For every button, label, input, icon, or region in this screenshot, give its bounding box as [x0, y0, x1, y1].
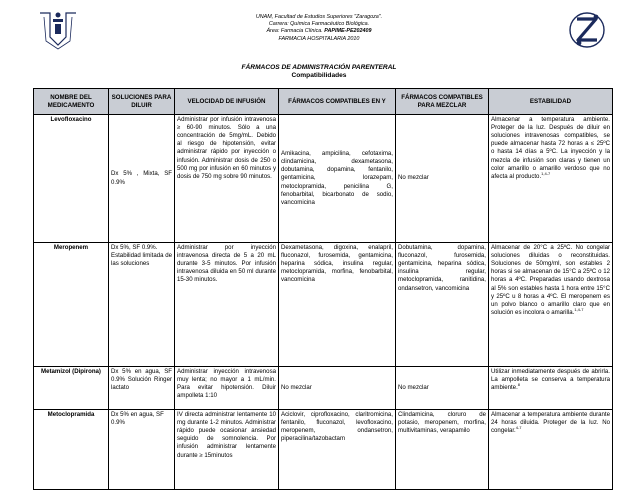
stability-text: Almacenar a temperatura ambiente. Proteger de la luz. Después de diluir en soluciones intravenosas compatibles, se puede almacenar hasta 72 horas a ≤ 25ºC o hasta 14 días a 5ºC. La inyección y la mezcla de infusión son claras y tienen un color amarillo o amarillo verdoso que no afecta al producto.: [491, 115, 610, 180]
table-row: [34, 367, 613, 410]
solutions-cell: Dx 5%, SF 0.9%. Estabilidad limitada de las soluciones: [109, 243, 175, 367]
header-infusion-velocity: VELOCIDAD DE INFUSIÓN: [175, 89, 279, 115]
drug-name: Levofloxacino: [34, 115, 109, 243]
table-header-row: [34, 89, 613, 115]
compatible-mix-cell: Dobutamina, dopamina, fluconazol, furosemida, gentamicina, heparina sódica, insulina regular, metoclopramida, ranitidina, ondansetron, vancomicina: [396, 243, 489, 367]
drug-name: Metoclopramida: [34, 410, 109, 490]
stability-cell: [489, 367, 613, 410]
stability-cell: [489, 115, 613, 243]
stability-cell: [489, 410, 613, 490]
solutions-cell: Dx 5% , Mixta, SF 0.9%: [109, 115, 175, 243]
compatible-mix-cell: Clindamicina, cloruro de potasio, meropenem, morfina, multivitaminas, verapamilo: [396, 410, 489, 490]
table-row: [34, 243, 613, 367]
compatible-y-cell: Aciclovir, ciprofloxacino, claritromicina, fentanilo, fluconazol, levofloxacino, meropenem, ondansetron, piperacilina/tazobactam: [279, 410, 396, 490]
velocity-cell: Administrar por inyección intravenosa directa de 5 a 20 mL durante 3-5 minutos. Por infusión intravenosa diluida en 50 ml durante 15-30 minutos.: [175, 243, 279, 367]
reference-marker: 1,4-7: [574, 307, 584, 313]
header-project-code: PAPIME-PE202409: [324, 28, 372, 35]
header-solutions: SOLUCIONES PARA DILUIR: [109, 89, 175, 115]
header-compatible-y: FÁRMACOS COMPATIBLES EN Y: [279, 89, 396, 115]
title-sub: Compatibilidades: [291, 72, 347, 79]
solutions-cell: Dx 5% en agua, SF 0.9%: [109, 410, 175, 490]
compatible-y-cell: No mezclar: [279, 367, 396, 410]
drug-name: Meropenem: [34, 243, 109, 367]
compatible-y-cell: Amikacina, ampicilina, cefotaxima, clindamicina, dexametasona, dobutamina, dopamina, fentanilo, gentamicina, lorazepam, metoclopramida, penicilina G, fenobarbital, bicarbonato de sodio, vancomicina: [279, 115, 396, 243]
header-area: [0, 28, 638, 35]
stability-text: Almacenar a temperatura ambiente durante 24 horas diluida. Proteger de la luz. No congelar.: [491, 410, 610, 434]
header-area-label: Área: Farmacia Clínica.: [266, 28, 323, 35]
stability-cell: [489, 243, 613, 367]
header-drug-name: NOMBRE DEL MEDICAMENTO: [34, 89, 109, 115]
header-compatible-mix: FÁRMACOS COMPATIBLES PARA MEZCLAR: [396, 89, 489, 115]
stability-text: Utilizar inmediatamente después de abrirla. La ampolleta se conserva a temperatura ambiente.: [491, 367, 610, 391]
document-title: [0, 64, 638, 80]
reference-marker: 1,4-7: [541, 170, 551, 176]
reference-marker: 8: [517, 381, 520, 387]
institution-header: [0, 14, 638, 43]
velocity-cell: IV directa administrar lentamente 10 mg durante 1-2 minutos. Administrar rápido puede ocasionar ansiedad seguido de somnolencia. Por infusión administrar lentamente durante ≥ 15minutos: [175, 410, 279, 490]
header-course: FARMACIA HOSPITALARIA 2010: [278, 35, 360, 42]
compatible-y-cell: Dexametasona, digoxina, enalapril, fluconazol, furosemida, gentamicina, heparina sódica, insulina regular, metoclopramida, morfina, fenobarbital, vancomicina: [279, 243, 396, 367]
reference-marker: 4-7: [515, 424, 522, 430]
velocity-cell: Administrar inyección intravenosa muy lenta; no mayor a 1 mL/min. Para evitar hipotensión. Diluir ampolleta 1:10: [175, 367, 279, 410]
table-row: [34, 115, 613, 243]
fes-zaragoza-logo: [568, 7, 606, 53]
stability-text: Almacenar de 20°C a 25ºC. No congelar soluciones diluidas o reconstituidas. Soluciones de 50mg/ml, son estables 2 horas si se almacenan de 15°C a 25ºC o 12 horas a 4ºC. Preparadas usando dextrosa al 5% son estables hasta 1 hora entre 15°C y 25ºC u 8 horas a 4ºC. El meropenem es un polvo blanco o amarillo claro que en solución es incolora o amarilla.: [491, 243, 610, 317]
header-career: Carrera: Química Farmacéutico Biológica.: [268, 21, 370, 28]
header-stability: ESTABILIDAD: [489, 89, 613, 115]
header-university: UNAM, Facultad de Estudios Superiores "Zaragoza".: [255, 14, 383, 20]
compatibility-table: [33, 88, 613, 490]
compatible-mix-cell: No mezclar: [396, 367, 489, 410]
solutions-cell: Dx 5% en agua, SF 0.9% Solución Ringer lactato: [109, 367, 175, 410]
drug-name: Metamizol (Dipirona): [34, 367, 109, 410]
compatible-mix-cell: No mezclar: [396, 115, 489, 243]
title-main: FÁRMACOS DE ADMINISTRACIÓN PARENTERAL: [241, 64, 397, 71]
velocity-cell: Administrar por infusión intravenosa ≥ 60-90 minutos. Sólo a una concentración de 5mg/mL. Debido al riesgo de hipotensión, evitar administrar rápido por inyección o infusión. Administrar dosis de 250 o 500 mg por infusión en 60 minutos y dosis de 750 mg sobre 90 minutos.: [175, 115, 279, 243]
table-row: [34, 410, 613, 490]
